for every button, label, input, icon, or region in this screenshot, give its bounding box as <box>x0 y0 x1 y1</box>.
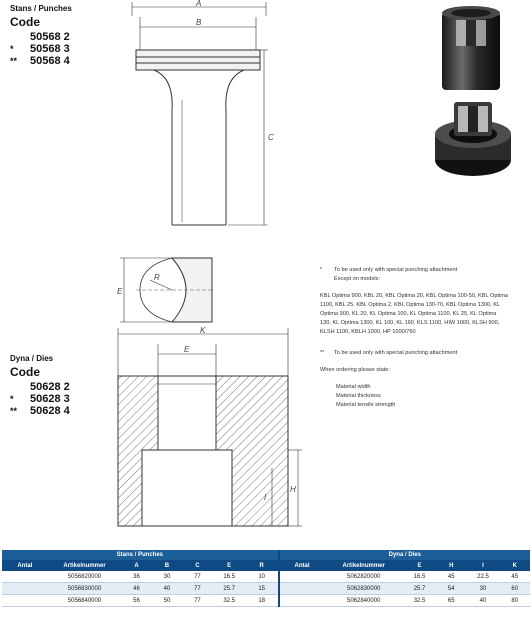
table-cell: 77 <box>182 583 212 595</box>
table-cell <box>279 595 325 607</box>
dim-label-h: H <box>290 485 296 494</box>
dies-code: 50628 4 <box>30 405 70 417</box>
group-dies: Dyna / Dies <box>279 550 530 560</box>
table-cell: 22.5 <box>466 571 499 583</box>
punches-code: 50568 2 <box>30 31 70 43</box>
table-cell <box>2 595 48 607</box>
group-punches: Stans / Punches <box>2 550 279 560</box>
table-cell: 60 <box>499 583 530 595</box>
table-cell: 18 <box>246 595 279 607</box>
dies-code-row <box>10 381 120 393</box>
spec-table <box>2 550 530 607</box>
col-header: K <box>499 560 530 571</box>
dies-code-row: ** 50628 4 <box>10 405 70 417</box>
note-except: Except on models: <box>334 276 381 282</box>
dies-code: 50628 3 <box>30 393 70 405</box>
dies-code-row: * 50628 3 <box>10 393 70 405</box>
punch-tip-drawing <box>116 250 216 330</box>
note-star2: ** To be used only with special punching attachment <box>320 350 458 356</box>
col-header: E <box>213 560 246 571</box>
note-state-item: Material thickness <box>336 393 381 399</box>
table-cell: 32.5 <box>213 595 246 607</box>
punches-code-row: * 50568 3 <box>10 43 70 55</box>
dim-label-r: R <box>154 273 160 282</box>
table-cell: 56 <box>121 595 151 607</box>
note-state-item: Material tensile strength <box>336 402 396 408</box>
dim-label-b: B <box>196 18 202 27</box>
table-cell: 50 <box>152 595 182 607</box>
dim-label-a: A <box>196 0 202 8</box>
table-row <box>2 595 530 607</box>
table-cell: 5056820000 <box>48 571 122 583</box>
dies-title: Dyna / Dies <box>10 354 54 363</box>
punches-code-label: Code <box>10 15 40 29</box>
table-row <box>2 571 530 583</box>
table-cell: 10 <box>246 571 279 583</box>
notes-block <box>320 266 508 410</box>
table-cell: 5062840000 <box>324 595 403 607</box>
punches-header <box>10 4 120 67</box>
table-cell: 16.5 <box>403 571 436 583</box>
table-cell: 16.5 <box>213 571 246 583</box>
table-row <box>2 583 530 595</box>
table-cell: 5056830000 <box>48 583 122 595</box>
punches-code: 50568 3 <box>30 43 70 55</box>
table-cell: 36 <box>121 571 151 583</box>
table-cell: 45 <box>499 571 530 583</box>
table-header-row <box>2 560 530 571</box>
dies-header <box>10 354 120 417</box>
table-cell <box>279 583 325 595</box>
table-cell: 25.7 <box>213 583 246 595</box>
table-cell: 15 <box>246 583 279 595</box>
table-cell <box>2 583 48 595</box>
col-header: Artikelnummer <box>48 560 122 571</box>
punch-drawing <box>118 0 280 232</box>
punches-title: Stans / Punches <box>10 4 72 13</box>
table-cell: 65 <box>436 595 466 607</box>
table-cell: 77 <box>182 571 212 583</box>
die-drawing <box>114 324 304 536</box>
col-header: R <box>246 560 279 571</box>
table-cell: 54 <box>436 583 466 595</box>
table-cell: 80 <box>499 595 530 607</box>
table-group-row <box>2 550 530 560</box>
dim-label-i: I <box>264 493 267 502</box>
dim-label-e: E <box>117 287 123 296</box>
punches-code-row <box>10 31 120 43</box>
punch-photo <box>428 0 514 100</box>
col-header: H <box>436 560 466 571</box>
table-cell: 5062830000 <box>324 583 403 595</box>
dies-code: 50628 2 <box>30 381 70 393</box>
table-cell <box>279 571 325 583</box>
table-cell: 30 <box>466 583 499 595</box>
col-header: C <box>182 560 212 571</box>
dim-label-e2: E <box>184 345 190 354</box>
punches-code-row: ** 50568 4 <box>10 55 70 67</box>
table-cell: 5062820000 <box>324 571 403 583</box>
col-header: E <box>403 560 436 571</box>
table-cell: 40 <box>466 595 499 607</box>
punches-code: 50568 4 <box>30 55 70 67</box>
table-cell: 46 <box>121 583 151 595</box>
dim-label-k: K <box>200 326 206 335</box>
table-cell: 32.5 <box>403 595 436 607</box>
table-cell: 5056840000 <box>48 595 122 607</box>
note-state-item: Material width <box>336 384 371 390</box>
note-star1: * To be used only with special punching attachment <box>320 267 458 273</box>
dies-code-label: Code <box>10 365 40 379</box>
table-cell: 40 <box>152 583 182 595</box>
table-cell: 30 <box>152 571 182 583</box>
note-when-ordering: When ordering please state: <box>320 367 390 373</box>
table-cell <box>2 571 48 583</box>
col-header: A <box>121 560 151 571</box>
table-cell: 25.7 <box>403 583 436 595</box>
table-cell: 77 <box>182 595 212 607</box>
col-header: I <box>466 560 499 571</box>
col-header: B <box>152 560 182 571</box>
table-cell: 45 <box>436 571 466 583</box>
dim-label-c: C <box>268 133 274 142</box>
col-header: Antal <box>279 560 325 571</box>
die-photo <box>428 98 518 180</box>
col-header: Artikelnummer <box>324 560 403 571</box>
note-models: KBL Optima 900, KBL 20, KBL Optima 20, KBL Optima 100-50, KBL Optima 1100, KBL 25, KBL Optima 2, KBL Optima 130-70, KBL Optima 1300, KL Optima 900, KL 20, KL Optima 100, KL Optima 1100, KL 25, KL Optima 130, KL Optima 1300, KL 100, KL 160, KLS 1100, HIW 1000, KLSH 900, KLSH 1100, KBLH 1000, HP 1000/760 <box>320 293 509 335</box>
col-header: Antal <box>2 560 48 571</box>
